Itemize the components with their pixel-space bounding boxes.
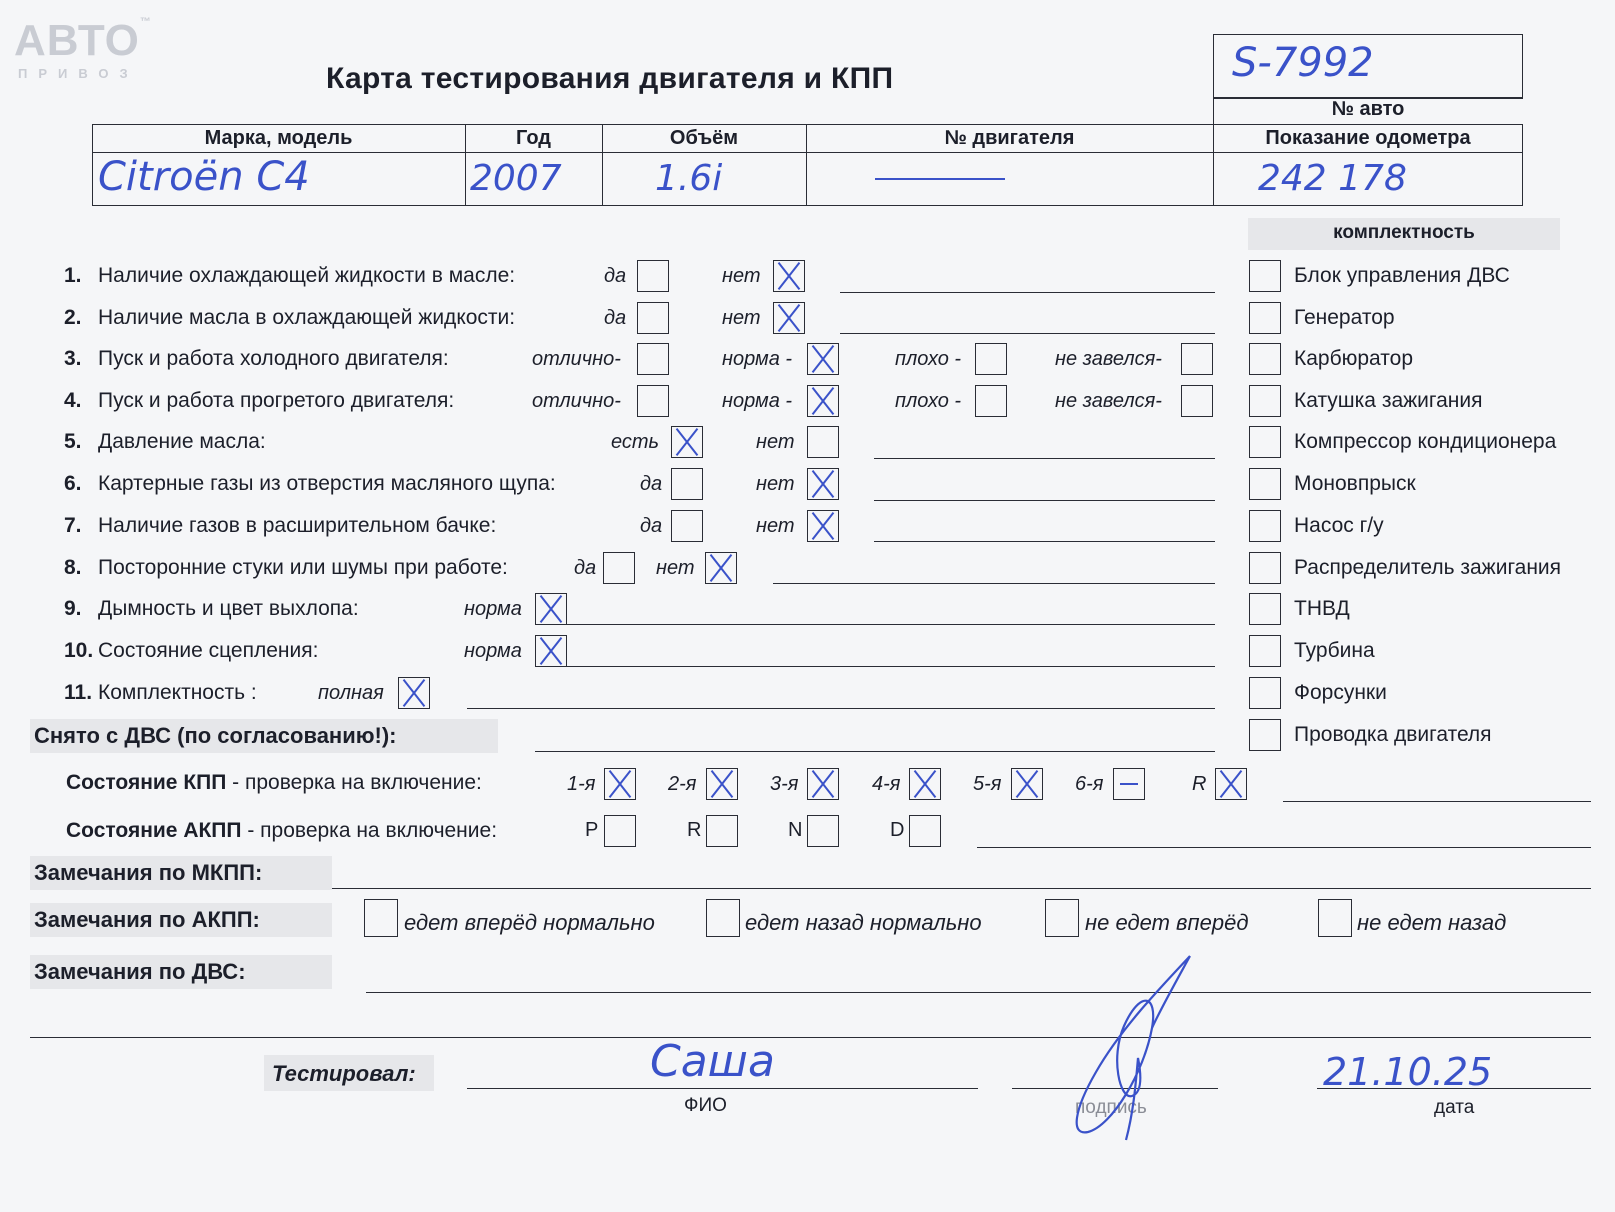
q5-present-checkbox[interactable] <box>671 426 703 458</box>
akpp-option-label: едет назад нормально <box>745 910 982 935</box>
completeness-item: Моновпрыск <box>1294 472 1416 495</box>
question-text: Наличие газов в расширительном бачке: <box>98 514 497 537</box>
option-no: нет <box>756 431 795 453</box>
odometer-header: Показание одометра <box>1265 127 1471 149</box>
gear-5-checkbox[interactable] <box>1011 768 1043 800</box>
akpp-d-checkbox[interactable] <box>909 815 941 847</box>
question-number: 6. <box>64 472 82 495</box>
option-normal: норма - <box>722 390 793 412</box>
question-number: 1. <box>64 264 82 287</box>
completeness-title: комплектность <box>1333 222 1475 243</box>
remarks-dvs-line-2[interactable] <box>30 1037 1591 1038</box>
completeness-item: Насос г/у <box>1294 514 1384 537</box>
q3-bad-checkbox[interactable] <box>975 343 1007 375</box>
completeness-checkbox[interactable] <box>1249 385 1281 417</box>
odometer-value: 242 178 <box>1258 158 1407 199</box>
option-no: нет <box>756 473 795 495</box>
q11-full-checkbox[interactable] <box>398 677 430 709</box>
option-not-started: не завелся- <box>1055 390 1162 412</box>
completeness-checkbox[interactable] <box>1249 343 1281 375</box>
option-excellent: отлично- <box>532 348 621 370</box>
q8-yes-checkbox[interactable] <box>603 552 635 584</box>
question-text: Пуск и работа прогретого двигателя: <box>98 389 455 412</box>
option-not-started: не завелся- <box>1055 348 1162 370</box>
option-no: нет <box>756 515 795 537</box>
fio-caption: ФИО <box>684 1095 727 1116</box>
akpp-backward-ok-checkbox[interactable] <box>706 899 740 937</box>
q1-no-checkbox[interactable] <box>773 260 805 292</box>
question-number: 5. <box>64 430 82 453</box>
completeness-item: Компрессор кондиционера <box>1294 430 1557 453</box>
logo-tm: ™ <box>139 16 152 28</box>
date-line[interactable] <box>1317 1088 1591 1089</box>
completeness-item: Блок управления ДВС <box>1294 264 1510 287</box>
q4-bad-checkbox[interactable] <box>975 385 1007 417</box>
kpp-label-rest: - проверка на включение: <box>226 771 482 794</box>
removed-from-engine-line[interactable] <box>535 751 1215 752</box>
kpp-label <box>66 771 482 795</box>
question-number: 3. <box>64 347 82 370</box>
q6-yes-checkbox[interactable] <box>671 468 703 500</box>
gear-label: 5-я <box>973 773 1002 795</box>
question-number: 7. <box>64 514 82 537</box>
option-no: нет <box>722 265 761 287</box>
kpp-label-bold: Состояние КПП <box>66 771 227 794</box>
q9-norm-checkbox[interactable] <box>535 593 567 625</box>
gear-label: 1-я <box>567 773 596 795</box>
completeness-checkbox[interactable] <box>1249 260 1281 292</box>
q2-no-checkbox[interactable] <box>773 302 805 334</box>
option-yes: да <box>574 557 597 579</box>
gear-6-checkbox[interactable] <box>1113 768 1145 800</box>
completeness-checkbox[interactable] <box>1249 719 1281 751</box>
akpp-r-checkbox[interactable] <box>706 815 738 847</box>
q8-no-checkbox[interactable] <box>705 552 737 584</box>
option-norm: норма <box>464 640 522 662</box>
engine-number-header: № двигателя <box>944 127 1075 149</box>
completeness-checkbox[interactable] <box>1249 510 1281 542</box>
q3-normal-checkbox[interactable] <box>807 343 839 375</box>
question-text: Состояние сцепления: <box>98 639 319 662</box>
question-text: Наличие масла в охлаждающей жидкости: <box>98 306 516 329</box>
completeness-item: Распределитель зажигания <box>1294 556 1562 579</box>
q4-not-started-checkbox[interactable] <box>1181 385 1213 417</box>
q9-comment-line[interactable] <box>567 624 1215 625</box>
completeness-item: Турбина <box>1294 639 1375 662</box>
question-number: 8. <box>64 556 82 579</box>
q1-yes-checkbox[interactable] <box>637 260 669 292</box>
gear-label: 3-я <box>770 773 799 795</box>
akpp-mode-label: N <box>788 819 803 841</box>
gear-label: R <box>1192 773 1207 795</box>
option-yes: да <box>640 473 663 495</box>
akpp-no-forward-checkbox[interactable] <box>1045 899 1079 937</box>
document-title: Карта тестирования двигателя и КПП <box>326 62 894 95</box>
gear-3-checkbox[interactable] <box>807 768 839 800</box>
completeness-item: Проводка двигателя <box>1294 723 1492 746</box>
completeness-item: Форсунки <box>1294 681 1387 704</box>
akpp-no-backward-checkbox[interactable] <box>1318 899 1352 937</box>
option-bad: плохо - <box>895 348 962 370</box>
q3-not-started-checkbox[interactable] <box>1181 343 1213 375</box>
gear-label: 2-я <box>668 773 697 795</box>
make-model-value: Citroën C4 <box>98 154 310 200</box>
option-yes: да <box>604 265 627 287</box>
option-normal: норма - <box>722 348 793 370</box>
q4-normal-checkbox[interactable] <box>807 385 839 417</box>
option-present: есть <box>611 431 660 453</box>
auto-number-label-divider <box>1213 98 1523 99</box>
akpp-option-label: едет вперёд нормально <box>404 910 655 935</box>
remarks-dvs-line[interactable] <box>366 992 1591 993</box>
gear-2-checkbox[interactable] <box>706 768 738 800</box>
akpp-option-label: не едет назад <box>1357 910 1507 935</box>
q2-comment-line[interactable] <box>840 333 1215 334</box>
table-col-divider <box>1213 98 1214 206</box>
make-model-header: Марка, модель <box>204 127 353 149</box>
q6-comment-line[interactable] <box>874 500 1215 501</box>
akpp-p-checkbox[interactable] <box>604 815 636 847</box>
auto-number-value: S-7992 <box>1232 40 1374 86</box>
removed-from-engine-label: Снято с ДВС (по согласованию!): <box>34 723 397 748</box>
akpp-label <box>66 819 497 843</box>
engine-number-dash <box>875 178 1005 180</box>
completeness-item: Катушка зажигания <box>1294 389 1483 412</box>
completeness-item: Карбюратор <box>1294 347 1414 370</box>
logo-sub-text: ПРИВОЗ <box>18 66 139 81</box>
question-number: 11. <box>64 681 93 704</box>
date-caption: дата <box>1434 1097 1475 1118</box>
completeness-checkbox[interactable] <box>1249 677 1281 709</box>
q10-comment-line[interactable] <box>567 666 1215 667</box>
q10-norm-checkbox[interactable] <box>535 635 567 667</box>
question-text: Картерные газы из отверстия масляного щупа: <box>98 472 556 495</box>
q7-comment-line[interactable] <box>874 541 1215 542</box>
question-text: Пуск и работа холодного двигателя: <box>98 347 449 370</box>
tester-name: Саша <box>650 1036 775 1087</box>
q5-no-checkbox[interactable] <box>807 426 839 458</box>
fio-line[interactable] <box>467 1088 978 1089</box>
option-norm: норма <box>464 598 522 620</box>
remarks-mkpp-label: Замечания по МКПП: <box>34 860 263 885</box>
gear-r-checkbox[interactable] <box>1215 768 1247 800</box>
table-header-divider <box>92 152 1523 153</box>
gear-1-checkbox[interactable] <box>604 768 636 800</box>
completeness-checkbox[interactable] <box>1249 593 1281 625</box>
logo-main-text: АВТО <box>14 16 140 65</box>
option-full: полная <box>318 682 384 704</box>
year-header: Год <box>516 127 551 149</box>
question-number: 10. <box>64 639 94 662</box>
question-number: 2. <box>64 306 82 329</box>
akpp-label-bold: Состояние АКПП <box>66 819 242 842</box>
completeness-item: Генератор <box>1294 306 1395 329</box>
q7-no-checkbox[interactable] <box>807 510 839 542</box>
akpp-option-label: не едет вперёд <box>1085 910 1249 935</box>
completeness-checkbox[interactable] <box>1249 426 1281 458</box>
option-excellent: отлично- <box>532 390 621 412</box>
question-text: Посторонние стуки или шумы при работе: <box>98 556 508 579</box>
option-no: нет <box>656 557 695 579</box>
q1-comment-line[interactable] <box>840 292 1215 293</box>
signature-caption: подпись <box>1075 1097 1147 1118</box>
gear-label: 6-я <box>1075 773 1104 795</box>
kpp-comment-line[interactable] <box>1283 801 1591 802</box>
completeness-checkbox[interactable] <box>1249 468 1281 500</box>
option-yes: да <box>640 515 663 537</box>
avto-privoz-logo <box>14 16 152 66</box>
question-text: Дымность и цвет выхлопа: <box>98 597 359 620</box>
question-number: 4. <box>64 389 82 412</box>
question-number: 9. <box>64 597 82 620</box>
completeness-item: ТНВД <box>1294 597 1350 620</box>
question-text: Давление масла: <box>98 430 266 453</box>
remarks-dvs-label: Замечания по ДВС: <box>34 959 246 984</box>
completeness-checkbox[interactable] <box>1249 552 1281 584</box>
gear-label: 4-я <box>872 773 901 795</box>
remarks-akpp-label: Замечания по АКПП: <box>34 907 260 932</box>
akpp-label-rest: - проверка на включение: <box>241 819 498 842</box>
completeness-checkbox[interactable] <box>1249 635 1281 667</box>
q2-yes-checkbox[interactable] <box>637 302 669 334</box>
option-yes: да <box>604 307 627 329</box>
akpp-forward-ok-checkbox[interactable] <box>364 899 398 937</box>
akpp-mode-label: P <box>585 819 599 841</box>
q7-yes-checkbox[interactable] <box>671 510 703 542</box>
auto-number-label: № авто <box>1331 98 1405 120</box>
q5-comment-line[interactable] <box>874 458 1215 459</box>
completeness-checkbox[interactable] <box>1249 302 1281 334</box>
volume-value: 1.6i <box>655 158 723 199</box>
option-bad: плохо - <box>895 390 962 412</box>
q8-comment-line[interactable] <box>773 583 1215 584</box>
q3-excellent-checkbox[interactable] <box>637 343 669 375</box>
q4-excellent-checkbox[interactable] <box>637 385 669 417</box>
akpp-mode-label: R <box>687 819 702 841</box>
remarks-mkpp-line[interactable] <box>332 888 1591 889</box>
q11-comment-line[interactable] <box>467 708 1215 709</box>
volume-header: Объём <box>669 127 739 149</box>
akpp-mode-label: D <box>890 819 905 841</box>
signature-scribble <box>1040 950 1220 1150</box>
q6-no-checkbox[interactable] <box>807 468 839 500</box>
gear-4-checkbox[interactable] <box>909 768 941 800</box>
question-text: Наличие охлаждающей жидкости в масле: <box>98 264 516 287</box>
akpp-n-checkbox[interactable] <box>807 815 839 847</box>
question-text: Комплектность : <box>98 681 257 704</box>
date-value: 21.10.25 <box>1323 1050 1493 1094</box>
akpp-comment-line[interactable] <box>977 847 1591 848</box>
tested-by-label: Тестировал: <box>272 1061 416 1086</box>
option-no: нет <box>722 307 761 329</box>
year-value: 2007 <box>470 158 562 199</box>
